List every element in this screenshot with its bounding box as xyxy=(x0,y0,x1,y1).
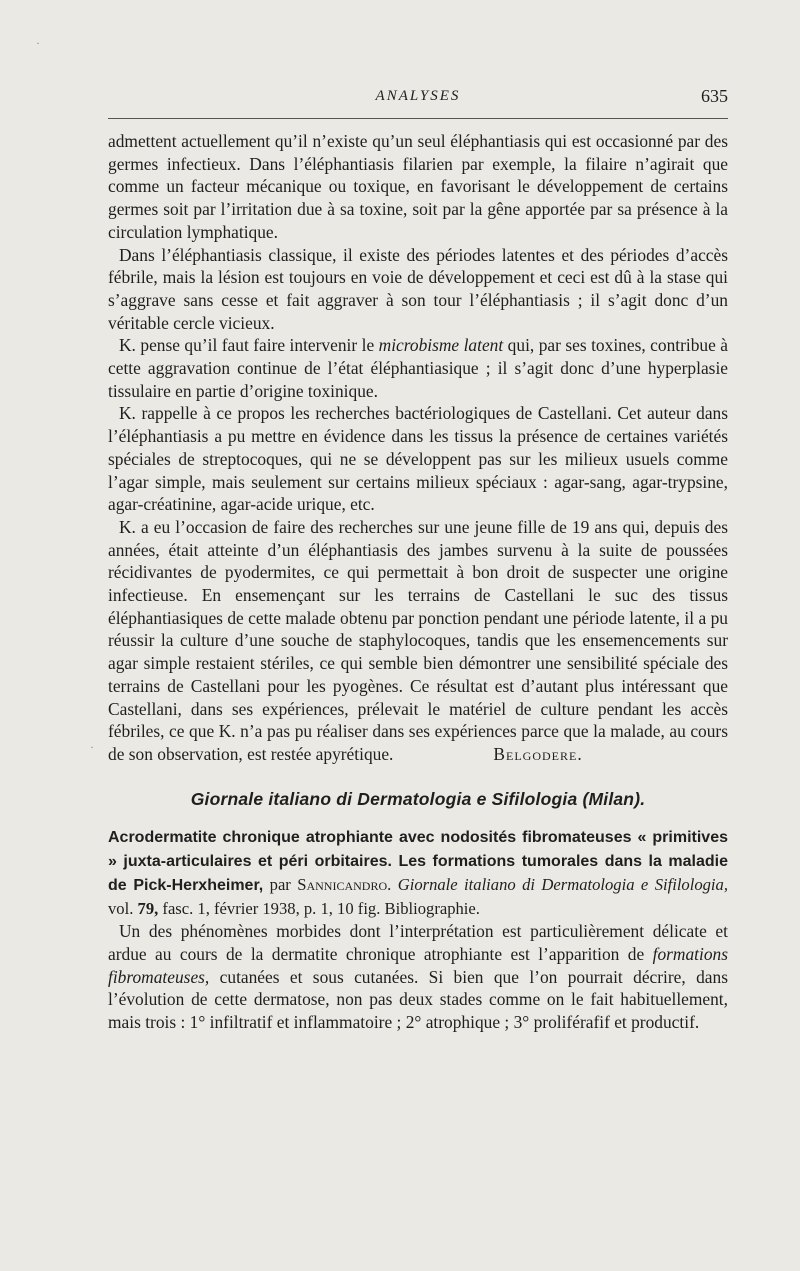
paragraph-text: K. a eu l’occasion de faire des recherches sur une jeune fille de 19 ans qui, depuis des années, était atteinte d’un éléphantiasis des jambes survenu à la suite de poussées récidivantes de pyodermites, ce qui permettait à bon droit de suspecter une origine infectieuse. En ensemençant sur les terrains de Castellani le suc des tissus éléphantiasiques de cette malade obtenu par ponction pendant une période latente, il a pu réussir la culture d’une souche de staphylocoques, tandis que les ensemencements sur agar simple restaient stériles, ce qui semble bien démontrer une sensibilité spéciale des terrains de Castellani pour les pyogènes. Ce résultat est d’autant plus intéressant que Castellani, dans ses expériences, prélevait le matériel de culture pendant les accès fébriles, ce que K. n’a pas pu réaliser dans ses expériences parce que la malade, au cours de son observation, est restée apyrétique. xyxy=(108,516,728,764)
paragraph xyxy=(108,244,728,335)
page-number: 635 xyxy=(701,86,728,106)
article-journal: Giornale italiano di Dermatologia e Sifilologia, xyxy=(397,874,728,894)
margin-dot: · xyxy=(36,36,40,50)
header-rule xyxy=(108,118,728,119)
paragraph-text: K. pense qu’il faut faire intervenir le xyxy=(119,335,379,356)
paragraph-text: cutanées et sous cutanées. Si bien que l’on pourrait décrire, dans l’évolution de cette dermatose, non pas deux stades comme on le fait habituellement, mais trois : 1° infiltratif et inflammatoire ; 2° atrophique ; 3° proliférafif et productif. xyxy=(108,966,728,1033)
article-author: Sannicandro. xyxy=(297,874,392,894)
paragraph-text: qui, par ses toxines, contribue à cette aggravation continue de l’état éléphantiasique ; il s’agit donc d’une hyperplasie tissulaire en partie d’origine toxinique. xyxy=(108,335,729,401)
paragraph xyxy=(108,334,728,402)
article-volume: 79, xyxy=(137,898,159,918)
article-par: par xyxy=(263,874,298,894)
paragraph-text: Dans l’éléphantiasis classique, il existe des périodes latentes et des périodes d’accès fébrile, mais la lésion est toujours en voie de développement et ceci est dû à la stase qui s’aggrave sans cesse et fait aggraver à son tour l’éléphantiasis ; il s’agit donc d’un véritable cercle vicieux. xyxy=(108,244,728,333)
running-head xyxy=(108,86,728,110)
paragraph-text: Un des phénomènes morbides dont l’interprétation est particulièrement délicate et ardue au cours de la dermatite chronique atrophiante est l’apparition de xyxy=(108,921,728,964)
paragraph: K. rappelle à ce propos les recherches bactériologiques de Castellani. Cet auteur dans l’éléphantiasis a pu mettre en évidence dans les tissus la présence de certaines variétés spéciales de streptocoques, qui ne se développent pas sur les milieux usuels comme l’agar simple, mais seulement sur certains milieux spéciaux : agar-sang, agar-trypsine, agar-créatinine, agar-acide urique, etc. xyxy=(108,403,728,515)
article-heading xyxy=(108,826,728,920)
margin-dot: · xyxy=(90,740,94,754)
section-title: Giornale italiano di Dermatologia e Sifilologia (Milan). xyxy=(190,788,646,809)
paragraph xyxy=(108,920,728,1034)
paragraph xyxy=(108,516,728,766)
emphasis: microbisme latent xyxy=(378,335,504,356)
article-details: fasc. 1, février 1938, p. 1, 10 fig. Bibliographie. xyxy=(158,898,480,918)
article-title: Acrodermatite chronique atrophiante avec nodosités fibromateuses « primitives » juxta-articulaires et péri orbitaires. Les formations tumorales dans la maladie de Pick-Herxheimer, xyxy=(108,829,728,894)
paragraph: admettent actuellement qu’il n’existe qu’un seul éléphantiasis qui est occasionné par des germes infectieux. Dans l’éléphantiasis filarien par exemple, la filaire n’agirait que comme un facteur mécanique ou toxique, en favorisant le développement de certains germes soit par l’irritation due à sa toxine, soit par la gêne apportée par sa présence à la circulation lymphatique. xyxy=(108,131,728,242)
signature: Belgodere. xyxy=(493,743,583,764)
body-text xyxy=(108,130,728,1034)
running-title: ANALYSES xyxy=(375,88,461,104)
article-vol-label: vol. xyxy=(108,898,138,918)
emphasis: formations fibromateuses, xyxy=(108,943,728,987)
